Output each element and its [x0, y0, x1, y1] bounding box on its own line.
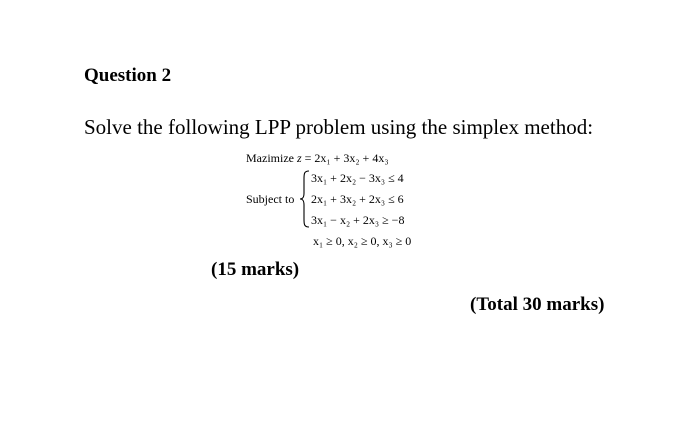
subject-to-label: Subject to	[246, 192, 295, 206]
constraint-2: 2x₁ + 3x₂ + 2x₃ ≤ 6	[311, 192, 404, 206]
total-marks: (Total 30 marks)	[470, 294, 605, 315]
constraint-1: 3x₁ + 2x₂ − 3x₃ ≤ 4	[311, 171, 404, 185]
constraint-3: 3x₁ − x₂ + 2x₃ ≥ −8	[311, 213, 405, 227]
nonnegativity-constraints: x₁ ≥ 0, x₂ ≥ 0, x₃ ≥ 0	[313, 234, 412, 248]
left-brace-icon	[299, 170, 311, 228]
objective-variable: z	[296, 151, 302, 165]
objective-label: Mazimize	[246, 151, 294, 165]
objective-function	[246, 148, 389, 168]
question-title: Question 2	[84, 65, 172, 86]
instruction-text: Solve the following LPP problem using the simplex method:	[84, 115, 594, 139]
part-marks: (15 marks)	[211, 259, 300, 280]
objective-expression: = 2x₁ + 3x₂ + 4x₃	[304, 151, 389, 165]
